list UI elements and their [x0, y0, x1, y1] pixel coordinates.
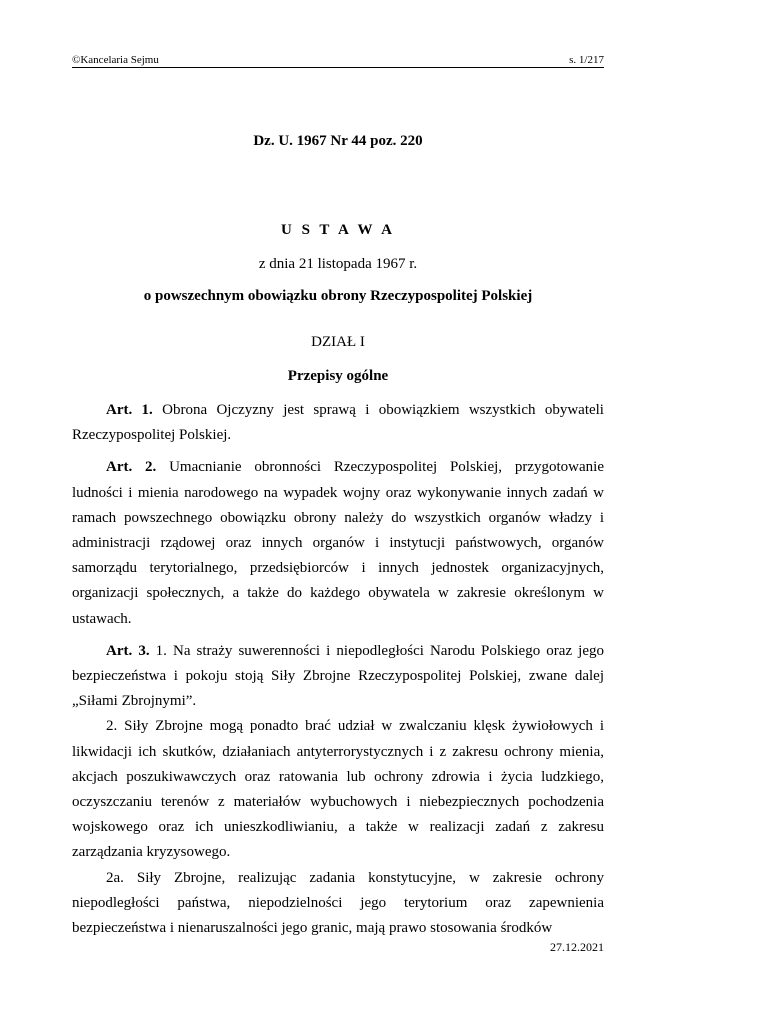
page-number: s. 1/217: [569, 54, 604, 66]
article-2: [72, 455, 604, 631]
article-2-text: Umacnianie obronności Rzeczypospolitej Polskiej, przygotowanie ludności i mienia narodowego na wypadek wojny oraz wykonywanie innych zadań w ramach powszechnego obowiązku obrony należy do wszystkich organów władzy i administracji rządowej oraz innych organów i instytucji państwowych, organów samorządu terytorialnego, przedsiębiorców i innych jednostek organizacyjnych, organizacji społecznych, a także do każdego obywatela w zakresie określonym w ustawach.: [72, 459, 604, 627]
article-2-label: Art. 2.: [106, 459, 157, 476]
article-3-paragraph-2: 2. Siły Zbrojne mogą ponadto brać udział w zwalczaniu klęsk żywiołowych i likwidacji ich skutków, działaniach antyterrorystycznych i z zakresu ochrony mienia, akcjach poszukiwawczych oraz ratowania lub ochrony zdrowia i życia ludzkiego, oczyszczaniu terenów z materiałów wybuchowych i niebezpiecznych pochodzenia wojskowego oraz ich unieszkodliwianiu, a także w realizacji zadań z zakresu zarządzania kryzysowego.: [72, 718, 604, 861]
section-title: Przepisy ogólne: [287, 368, 389, 384]
document-page: [72, 0, 604, 1024]
act-date: z dnia 21 listopada 1967 r.: [258, 256, 418, 272]
article-1: [72, 398, 604, 448]
act-subject: o powszechnym obowiązku obrony Rzeczypospolitej Polskiej: [143, 288, 533, 304]
page-header: [72, 53, 604, 68]
article-1-text: Obrona Ojczyzny jest sprawą i obowiązkiem wszystkich obywateli Rzeczypospolitej Polskiej.: [72, 402, 604, 444]
article-3-label: Art. 3.: [106, 642, 150, 659]
article-3-text-1: 1. Na straży suwerenności i niepodległości Narodu Polskiego oraz jego bezpieczeństwa i pokoju stoją Siły Zbrojne Rzeczypospolitej Polskiej, zwane dalej „Siłami Zbrojnymi”.: [72, 642, 604, 710]
journal-reference: Dz. U. 1967 Nr 44 poz. 220: [253, 133, 423, 149]
publisher-label: ©Kancelaria Sejmu: [72, 54, 159, 66]
section-number: DZIAŁ I: [311, 334, 365, 350]
act-title: U S T A W A: [280, 222, 396, 238]
article-3-paragraph-2a: 2a. Siły Zbrojne, realizując zadania konstytucyjne, w zakresie ochrony niepodległości państwa, niepodzielności jego terytorium oraz zapewnienia bezpieczeństwa i nienaruszalności jego granic, mają prawo stosowania środków: [72, 869, 604, 937]
page-footer-date: 27.12.2021: [550, 940, 604, 954]
article-1-label: Art. 1.: [106, 402, 153, 418]
document-body: [72, 398, 604, 941]
article-3-paragraph-1: [72, 639, 604, 715]
